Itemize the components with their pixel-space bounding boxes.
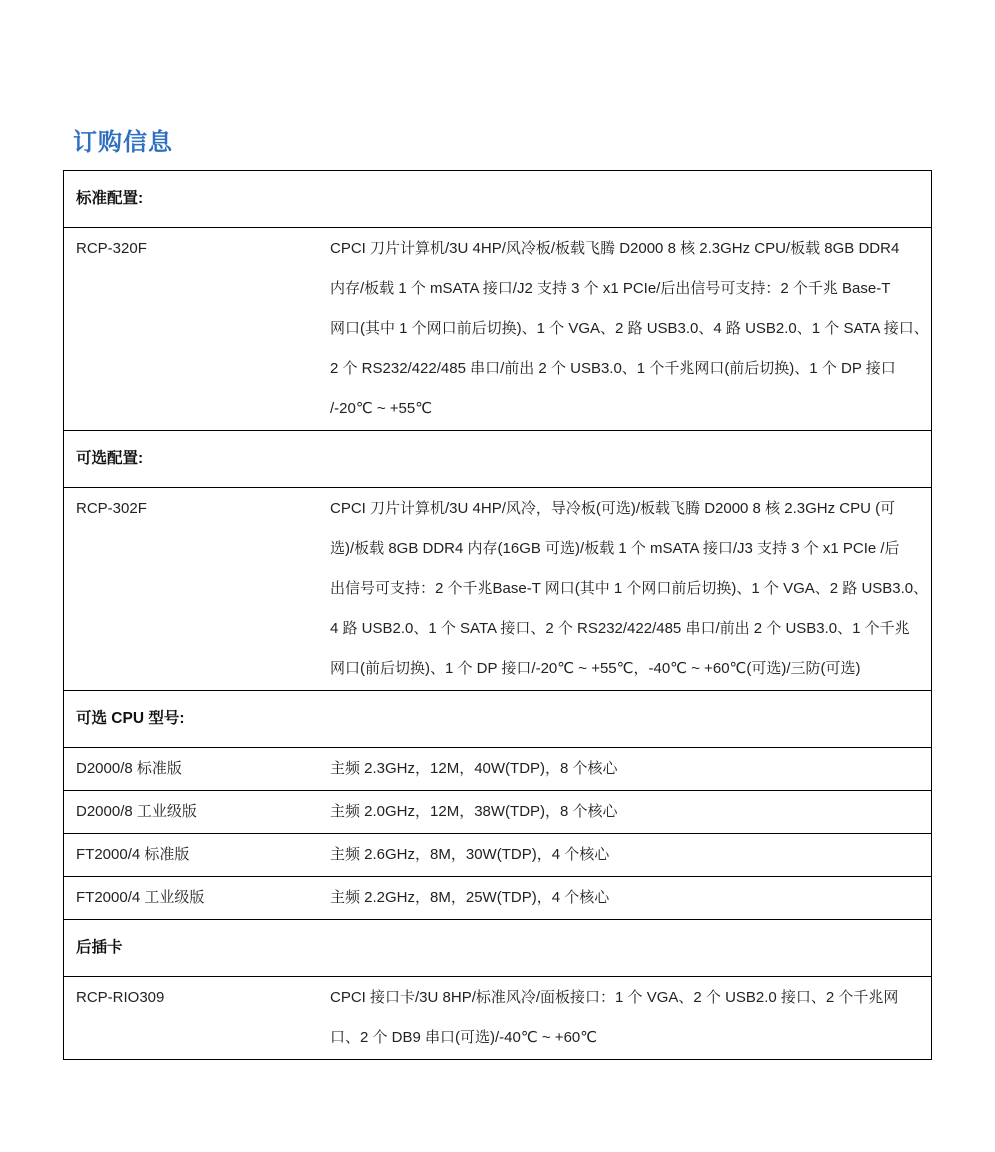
cpu-model: FT2000/4 标准版 — [76, 846, 190, 863]
description-line: 网口(其中 1 个网口前后切换)、1 个 VGA、2 路 USB3.0、4 路 USB2.0、1 个 SATA 接口、 — [330, 320, 929, 337]
description-line: CPCI 刀片计算机/3U 4HP/风冷，导冷板(可选)/板载飞腾 D2000 8 核 2.3GHz CPU (可 — [330, 500, 896, 517]
product-model: RCP-320F — [76, 240, 147, 257]
spec-line: 主频 2.6GHz，8M，30W(TDP)，4 个核心 — [330, 846, 610, 863]
spec-line: 主频 2.3GHz，12M，40W(TDP)，8 个核心 — [330, 760, 618, 777]
product-description — [330, 489, 940, 689]
description-line: CPCI 刀片计算机/3U 4HP/风冷板/板载飞腾 D2000 8 核 2.3GHz CPU/板载 8GB DDR4 — [330, 240, 900, 257]
spec-line: 主频 2.0GHz，12M，38W(TDP)，8 个核心 — [330, 803, 618, 820]
page-title: 订购信息 — [73, 129, 173, 156]
product-description — [330, 229, 941, 429]
description-line: 网口(前后切换)、1 个 DP 接口/-20℃ ~ +55℃，-40℃ ~ +60℃(可选)/三防(可选) — [330, 660, 861, 677]
section-header-label: 标准配置: — [76, 190, 144, 207]
section-header-standard-config — [64, 171, 931, 227]
section-header-label: 可选 CPU 型号: — [76, 710, 185, 727]
product-row-rcp-320f — [64, 227, 931, 430]
cpu-model: D2000/8 标准版 — [76, 760, 182, 777]
description-line: CPCI 接口卡/3U 8HP/标准风冷/面板接口：1 个 VGA、2 个 USB2.0 接口、2 个千兆网 — [330, 989, 899, 1006]
section-header-optional-cpu — [64, 690, 931, 747]
cpu-row-d2000-8-industrial — [64, 790, 931, 833]
cpu-spec — [330, 749, 931, 789]
description-line: 4 路 USB2.0、1 个 SATA 接口、2 个 RS232/422/485 串口/前出 2 个 USB3.0、1 个千兆 — [330, 620, 910, 637]
cpu-row-d2000-8-standard — [64, 747, 931, 790]
description-line: 2 个 RS232/422/485 串口/前出 2 个 USB3.0、1 个千兆网口(前后切换)、1 个 DP 接口 — [330, 360, 896, 377]
cpu-spec — [330, 792, 931, 832]
cpu-row-ft2000-4-industrial — [64, 876, 931, 919]
spec-line: 主频 2.2GHz，8M，25W(TDP)，4 个核心 — [330, 889, 610, 906]
description-line: 出信号可支持：2 个千兆Base-T 网口(其中 1 个网口前后切换)、1 个 VGA、2 路 USB3.0、 — [330, 580, 929, 597]
cpu-row-ft2000-4-standard — [64, 833, 931, 876]
cpu-model: D2000/8 工业级版 — [76, 803, 197, 820]
section-header-optional-config — [64, 430, 931, 487]
product-model: RCP-RIO309 — [76, 989, 165, 1006]
description-line: /-20℃ ~ +55℃ — [330, 400, 433, 417]
description-line: 选)/板载 8GB DDR4 内存(16GB 可选)/板载 1 个 mSATA 接口/J3 支持 3 个 x1 PCIe /后 — [330, 540, 900, 557]
cpu-spec — [330, 878, 931, 918]
section-header-label: 可选配置: — [76, 450, 144, 467]
description-line: 内存/板载 1 个 mSATA 接口/J2 支持 3 个 x1 PCIe/后出信号可支持：2 个千兆 Base-T — [330, 280, 891, 297]
cpu-spec — [330, 835, 931, 875]
product-row-rcp-302f — [64, 487, 931, 690]
product-model: RCP-302F — [76, 500, 147, 517]
cpu-model: FT2000/4 工业级版 — [76, 889, 205, 906]
product-description — [330, 978, 931, 1058]
description-line: 口、2 个 DB9 串口(可选)/-40℃ ~ +60℃ — [330, 1029, 598, 1046]
section-header-rear-card — [64, 919, 931, 976]
ordering-info-table — [63, 170, 932, 1060]
section-header-label: 后插卡 — [76, 939, 123, 956]
product-row-rcp-rio309 — [64, 976, 931, 1059]
